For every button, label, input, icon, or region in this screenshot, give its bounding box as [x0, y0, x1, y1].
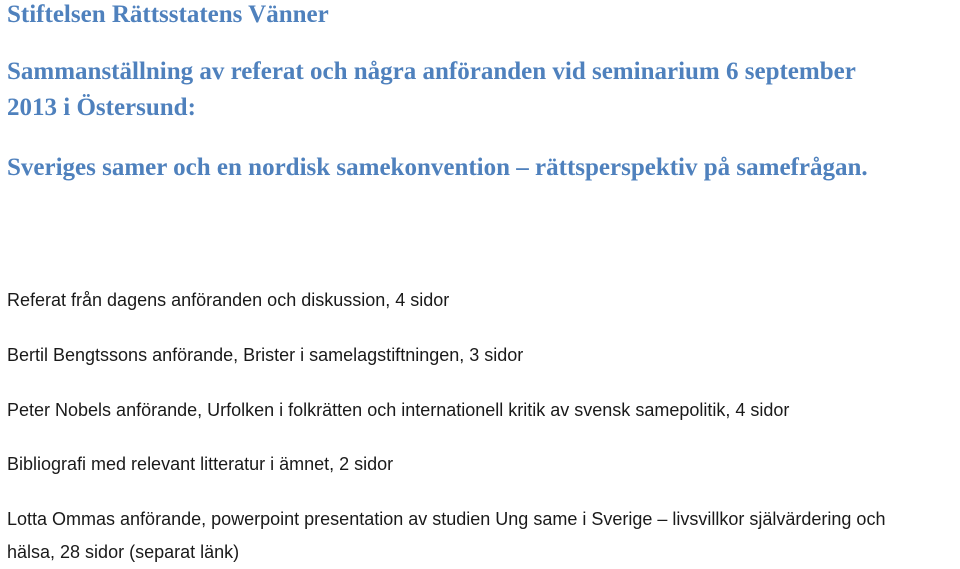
list-item: Bibliografi med relevant litteratur i ämnet, 2 sidor	[7, 454, 394, 474]
list-item: Bertil Bengtssons anförande, Brister i samelagstiftningen, 3 sidor	[7, 345, 524, 365]
list-item: Lotta Ommas anförande, powerpoint presentation av studien Ung same i Sverige – livsvillkor självärdering och hälsa, 28 sidor (separat länk)	[7, 509, 886, 562]
document-heading: Sammanställning av referat och några anföranden vid seminarium 6 september 2013 i Östersund:	[7, 58, 856, 121]
list-item: Peter Nobels anförande, Urfolken i folkrätten och internationell kritik av svensk samepolitik, 4 sidor	[7, 400, 790, 420]
document-subheading: Sveriges samer och en nordisk samekonvention – rättsperspektiv på samefrågan.	[7, 154, 868, 181]
organization-title: Stiftelsen Rättsstatens Vänner	[7, 1, 329, 28]
list-item: Referat från dagens anföranden och diskussion, 4 sidor	[7, 290, 450, 310]
